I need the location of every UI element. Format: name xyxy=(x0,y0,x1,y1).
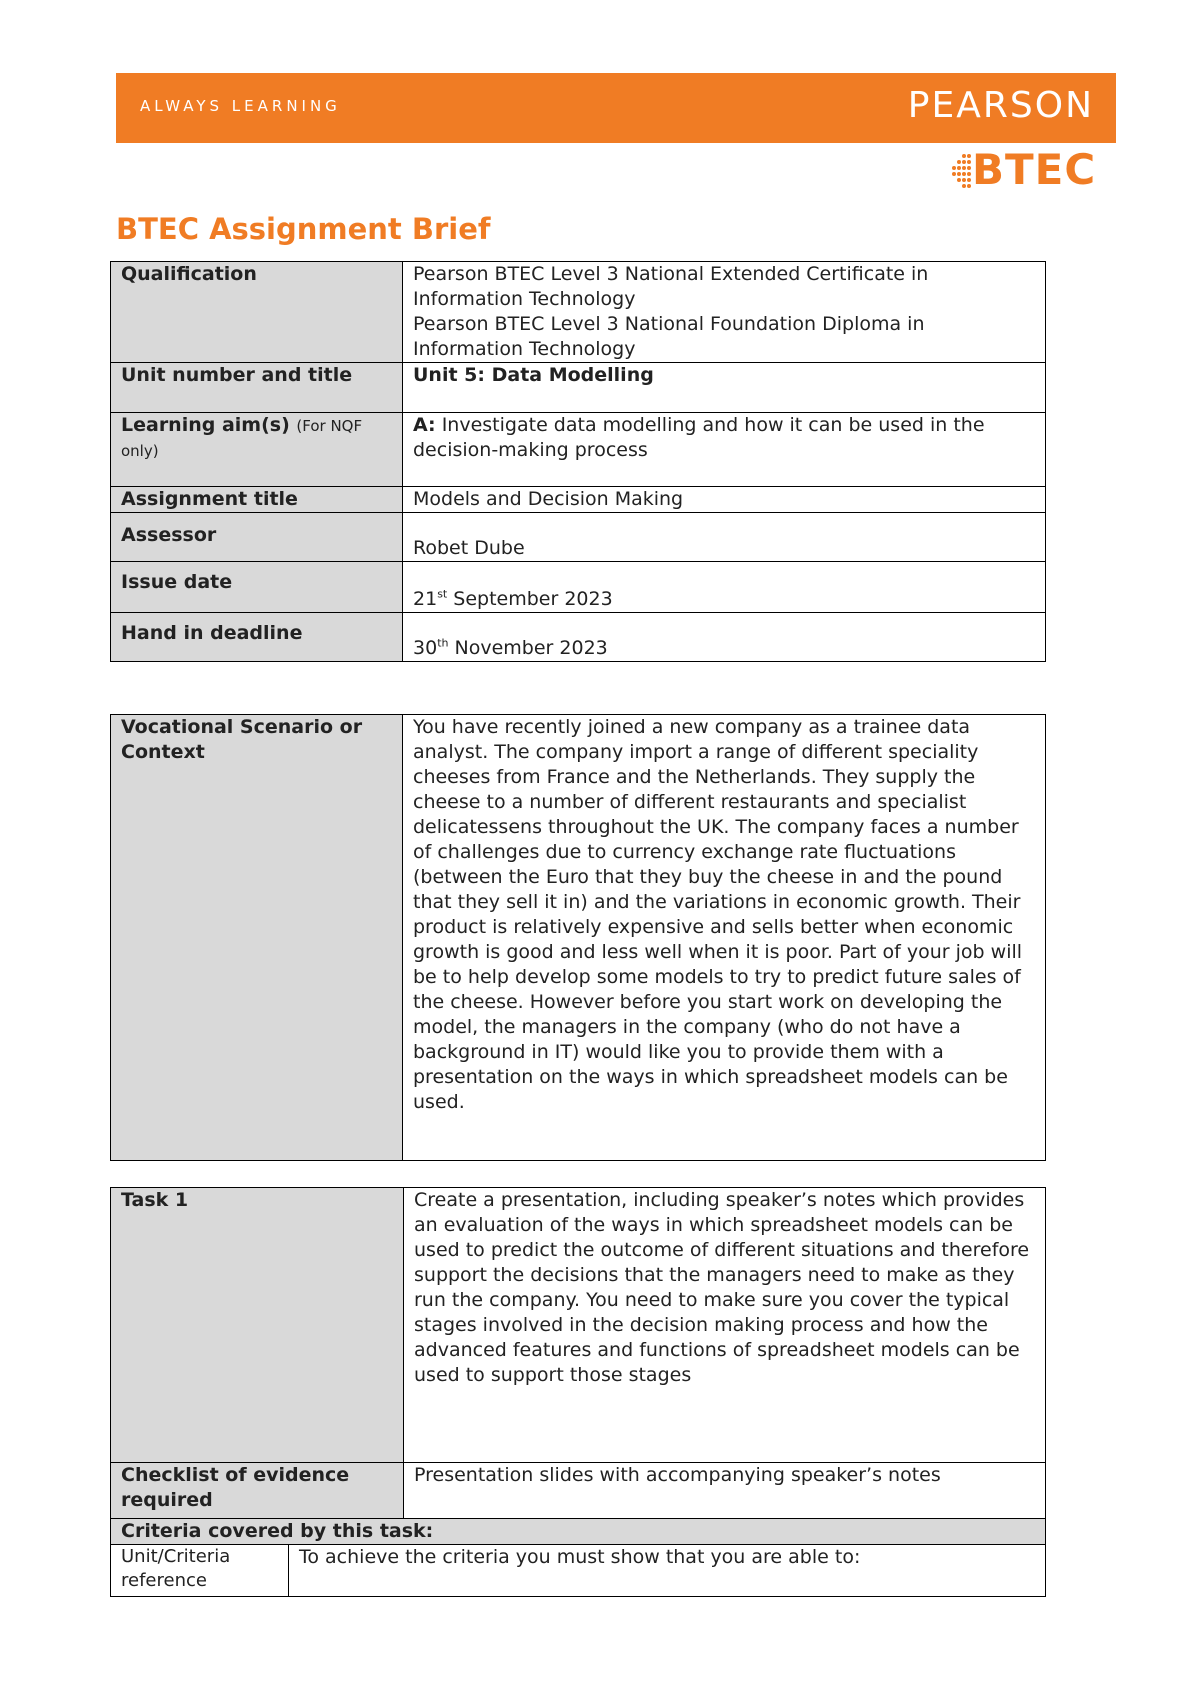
deadline-suffix: th xyxy=(437,636,449,650)
criteria-ref-label: Unit/Criteria reference xyxy=(111,1545,289,1597)
issue-date-suffix: st xyxy=(437,587,448,601)
scenario-table xyxy=(110,714,1046,1161)
learning-aim-value xyxy=(403,413,1046,487)
learning-aim-label-text: Learning aim(s) xyxy=(121,414,290,436)
learning-aim-prefix: A: xyxy=(413,414,436,436)
assignment-title-value: Models and Decision Making xyxy=(403,487,1046,513)
unit-label: Unit number and title xyxy=(111,363,403,413)
deadline-value xyxy=(403,613,1046,662)
qualification-label: Qualification xyxy=(111,262,403,363)
btec-wordmark: BTEC xyxy=(972,145,1097,194)
assessor-value: Robet Dube xyxy=(403,513,1046,562)
pearson-logo: PEARSON xyxy=(907,85,1094,126)
issue-date-value xyxy=(403,562,1046,613)
issue-date-rest: September 2023 xyxy=(453,588,613,610)
tagline: ALWAYS LEARNING xyxy=(140,97,341,115)
scenario-text: You have recently joined a new company as a trainee data analyst. The company import a range of different speciality cheeses from France and the Netherlands. They supply the cheese to a number of different restaurants and specialist delicatessens throughout the UK. The company faces a number of challenges due to currency exchange rate fluctuations (between the Euro that they buy the cheese in and the pound that they sell it in) and the variations in economic growth. Their product is relatively expensive and sells better when economic growth is good and less well when it is poor. Part of your job will be to help develop some models to try to predict future sales of the cheese. However before you start work on developing the model, the managers in the company (who do not have a background in IT) would like you to provide them with a presentation on the ways in which spreadsheet models can be used. xyxy=(403,715,1046,1161)
deadline-label: Hand in deadline xyxy=(111,613,403,662)
brand-banner xyxy=(116,73,1116,143)
deadline-day: 30 xyxy=(413,637,438,659)
issue-date-day: 21 xyxy=(413,588,438,610)
criteria-ref-value: To achieve the criteria you must show that you are able to: xyxy=(289,1545,1046,1597)
btec-logo xyxy=(950,145,1100,195)
qualification-line-1: Pearson BTEC Level 3 National Extended Certificate in Information Technology xyxy=(413,263,929,310)
learning-aim-note: (For NQF only) xyxy=(121,417,363,460)
criteria-header: Criteria covered by this task: xyxy=(111,1519,1046,1545)
issue-date-label: Issue date xyxy=(111,562,403,613)
scenario-label: Vocational Scenario or Context xyxy=(111,715,403,1161)
details-table xyxy=(110,261,1046,662)
unit-value: Unit 5: Data Modelling xyxy=(403,363,1046,413)
learning-aim-label xyxy=(111,413,403,487)
task-table xyxy=(110,1187,1046,1597)
qualification-line-2: Pearson BTEC Level 3 National Foundation Diploma in Information Technology xyxy=(413,313,925,360)
qualification-value xyxy=(403,262,1046,363)
assignment-title-label: Assignment title xyxy=(111,487,403,513)
deadline-rest: November 2023 xyxy=(454,637,608,659)
task-text: Create a presentation, including speaker’s notes which provides an evaluation of the ways in which spreadsheet models can be used to predict the outcome of different situations and therefore support the decisions that the managers need to make as they run the company. You need to make sure you cover the typical stages involved in the decision making process and how the advanced features and functions of spreadsheet models can be used to support those stages xyxy=(404,1188,1046,1463)
document-title: BTEC Assignment Brief xyxy=(116,212,491,246)
btec-dots-icon xyxy=(950,153,972,189)
task-label: Task 1 xyxy=(111,1188,404,1463)
assessor-label: Assessor xyxy=(111,513,403,562)
checklist-label: Checklist of evidence required xyxy=(111,1463,404,1519)
checklist-value: Presentation slides with accompanying speaker’s notes xyxy=(404,1463,1046,1519)
learning-aim-text: Investigate data modelling and how it can be used in the decision-making process xyxy=(413,414,985,461)
